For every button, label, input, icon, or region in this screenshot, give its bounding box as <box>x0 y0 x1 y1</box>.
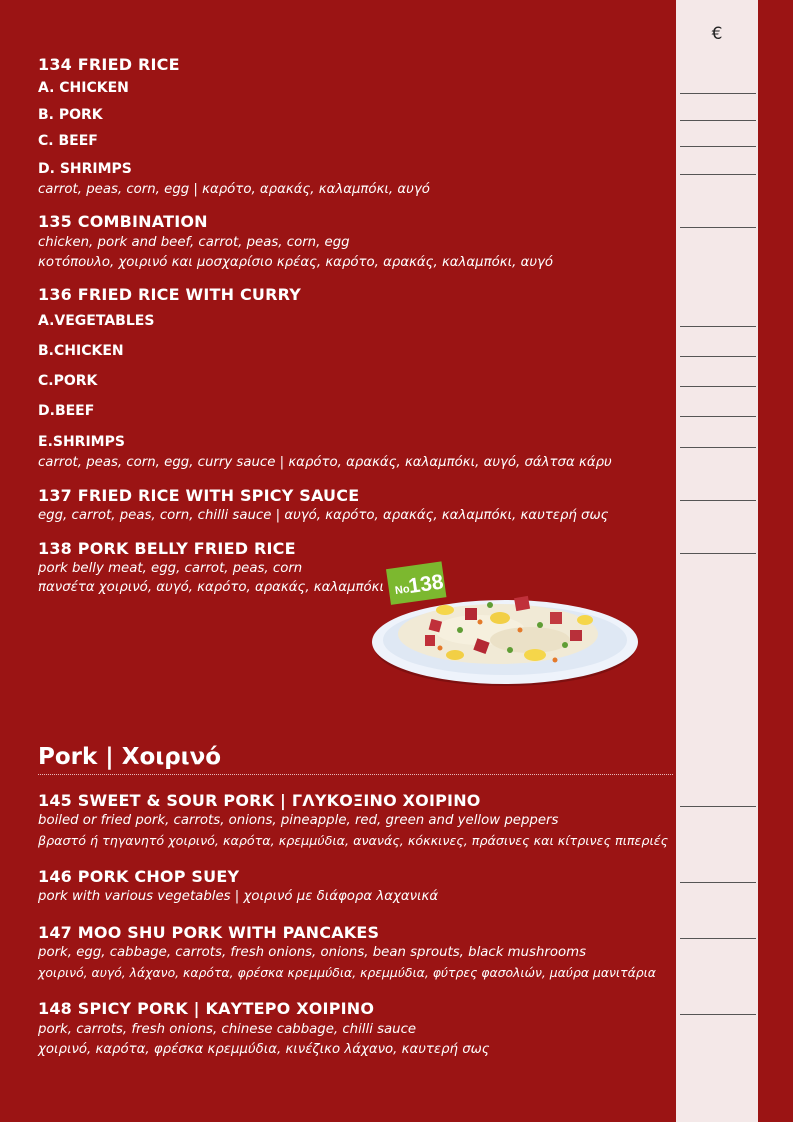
item-134-option-b: B. PORK <box>38 107 103 123</box>
section-title-pork: Pork | Χοιρινό <box>38 744 222 770</box>
item-136-option-e: E.SHRIMPS <box>38 434 125 450</box>
price-line-148 <box>680 1014 756 1015</box>
price-line-134a <box>680 93 756 94</box>
item-136-title: 136 FRIED RICE WITH CURRY <box>38 285 302 304</box>
item-134-description: carrot, peas, corn, egg | καρότο, αρακάς, καλαμπόκι, αυγό <box>38 182 430 197</box>
item-145-description-gr: βραστό ή τηγανητό χοιρινό, καρότα, κρεμμύδια, ανανάς, κόκκινες, πράσινες και κίτρινες πιπεριές <box>38 833 669 848</box>
item-138-description-en: pork belly meat, egg, carrot, peas, corn <box>38 561 303 576</box>
item-138-description-gr: πανσέτα χοιρινό, αυγό, καρότο, αρακάς, καλαμπόκι <box>38 580 384 595</box>
badge-prefix: No <box>394 583 411 598</box>
item-147-description-gr: χοιρινό, αυγό, λάχανο, καρότα, φρέσκα κρεμμύδια, κρεμμύδια, φύτρες φασολιών, μαύρα μανιτάρια <box>38 965 656 980</box>
item-134-option-a: A. CHICKEN <box>38 80 129 96</box>
item-134-option-d: D. SHRIMPS <box>38 161 132 177</box>
price-line-137 <box>680 500 756 501</box>
item-137-title: 137 FRIED RICE WITH SPICY SAUCE <box>38 486 360 505</box>
price-line-134c <box>680 146 756 147</box>
price-line-136e <box>680 447 756 448</box>
price-line-134d <box>680 174 756 175</box>
currency-header: € <box>711 24 723 44</box>
item-136-option-d: D.BEEF <box>38 403 95 419</box>
price-line-135 <box>680 227 756 228</box>
item-number-badge <box>386 561 446 604</box>
item-136-description: carrot, peas, corn, egg, curry sauce | καρότο, αρακάς, καλαμπόκι, αυγό, σάλτσα κάρυ <box>38 455 612 470</box>
item-148-title: 148 SPICY PORK | ΚΑΥΤΕΡΟ ΧΟΙΡΙΝΟ <box>38 999 375 1018</box>
item-134-option-c: C. BEEF <box>38 133 98 149</box>
item-135-description-en: chicken, pork and beef, carrot, peas, corn, egg <box>38 235 350 250</box>
item-148-description-en: pork, carrots, fresh onions, chinese cabbage, chilli sauce <box>38 1022 417 1037</box>
item-138-title: 138 PORK BELLY FRIED RICE <box>38 539 296 558</box>
item-135-title: 135 COMBINATION <box>38 212 208 231</box>
item-147-title: 147 MOO SHU PORK WITH PANCAKES <box>38 923 380 942</box>
item-145-title: 145 SWEET & SOUR PORK | ΓΛΥΚΟΞΙΝΟ ΧΟΙΡΙΝΟ <box>38 791 481 810</box>
item-136-option-a: A.VEGETABLES <box>38 313 155 329</box>
price-line-136c <box>680 386 756 387</box>
fried-rice-photo <box>370 560 645 695</box>
item-146-description: pork with various vegetables | χοιρινό με διάφορα λαχανικά <box>38 889 439 904</box>
price-line-145 <box>680 806 756 807</box>
item-136-option-b: B.CHICKEN <box>38 343 124 359</box>
item-145-description-en: boiled or fried pork, carrots, onions, pineapple, red, green and yellow peppers <box>38 813 559 828</box>
price-line-138 <box>680 553 756 554</box>
item-136-option-c: C.PORK <box>38 373 98 389</box>
item-137-description: egg, carrot, peas, corn, chilli sauce | αυγό, καρότο, αρακάς, καλαμπόκι, καυτερή σως <box>38 508 609 523</box>
price-line-136b <box>680 356 756 357</box>
item-146-title: 146 PORK CHOP SUEY <box>38 867 240 886</box>
item-134-title: 134 FRIED RICE <box>38 55 180 74</box>
price-line-136d <box>680 416 756 417</box>
price-column <box>676 0 758 1122</box>
section-divider <box>38 774 673 775</box>
item-135-description-gr: κοτόπουλο, χοιρινό και μοσχαρίσιο κρέας, καρότο, αρακάς, καλαμπόκι, αυγό <box>38 255 554 270</box>
price-line-146 <box>680 882 756 883</box>
item-147-description-en: pork, egg, cabbage, carrots, fresh onions, onions, bean sprouts, black mushrooms <box>38 945 586 960</box>
price-line-147 <box>680 938 756 939</box>
badge-number: 138 <box>407 570 445 599</box>
price-line-136a <box>680 326 756 327</box>
item-148-description-gr: χοιρινό, καρότα, φρέσκα κρεμμύδια, κινέζικο λάχανο, καυτερή σως <box>38 1042 490 1057</box>
price-line-134b <box>680 120 756 121</box>
